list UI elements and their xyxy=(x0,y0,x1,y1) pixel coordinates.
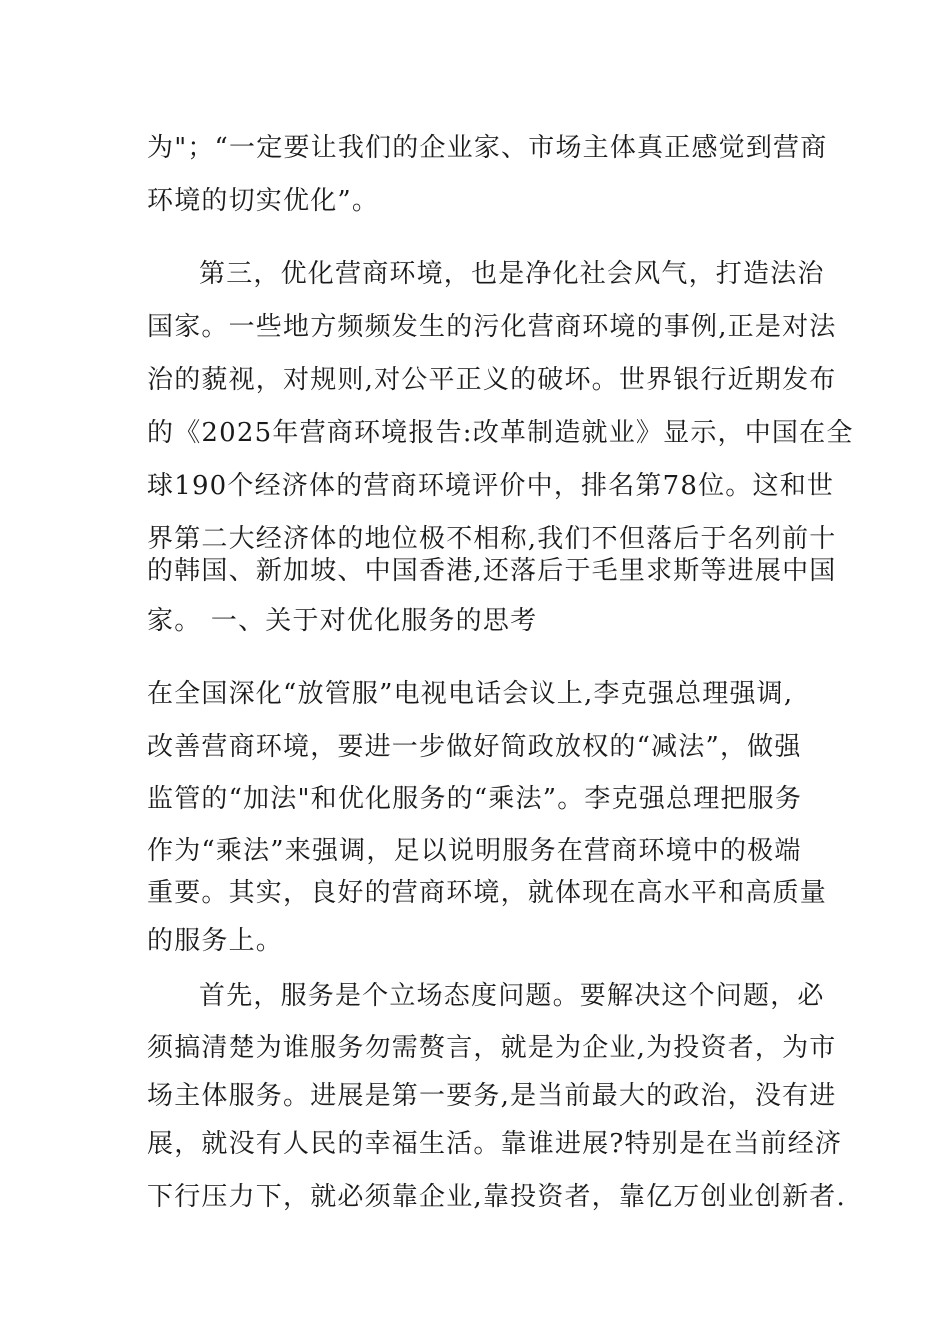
text-line: 改善营商环境，要进一步做好简政放权的“减法”，做强 xyxy=(147,732,802,762)
text-line: 的服务上。 xyxy=(147,926,284,956)
text-line: 重要。其实，良好的营商环境，就体现在高水平和高质量 xyxy=(147,878,828,908)
text-line: 的韩国、新加坡、中国香港,还落后于毛里求斯等进展中国 xyxy=(147,556,837,586)
text-line: 的《2025年营商环境报告:改革制造就业》显示，中国在全 xyxy=(147,418,854,448)
text-line: 国家。一些地方频频发生的污化营商环境的事例,正是对法 xyxy=(147,312,837,342)
text-line: 须搞清楚为谁服务勿需赘言，就是为企业,为投资者，为市 xyxy=(147,1033,837,1063)
text-line: 球190个经济体的营商环境评价中，排名第78位。这和世 xyxy=(147,471,835,501)
text-line: 环境的切实优化”。 xyxy=(147,186,380,216)
text-line: 作为“乘法”来强调，足以说明服务在营商环境中的极端 xyxy=(147,836,802,866)
text-line: 展，就没有人民的幸福生活。靠谁进展?特别是在当前经济 xyxy=(147,1129,843,1159)
text-line: 场主体服务。进展是第一要务,是当前最大的政治，没有进 xyxy=(147,1081,837,1111)
paragraph-first-line: 首先，服务是个立场态度问题。要解决这个问题，必 xyxy=(199,981,825,1011)
paragraph-first-line: 第三，优化营商环境，也是净化社会风气，打造法治 xyxy=(199,259,825,289)
text-line: 下行压力下，就必须靠企业,靠投资者，靠亿万创业创新者. xyxy=(147,1182,846,1212)
text-line: 监管的“加法"和优化服务的“乘法”。李克强总理把服务 xyxy=(147,784,803,814)
section-heading-line: 家。 一、关于对优化服务的思考 xyxy=(147,606,538,636)
paragraph-first-line: 在全国深化“放管服”电视电话会议上,李克强总理强调, xyxy=(147,679,794,709)
text-line: 治的藐视，对规则,对公平正义的破坏。世界银行近期发布 xyxy=(147,365,837,395)
text-line: 界第二大经济体的地位极不相称,我们不但落后于名列前十 xyxy=(147,524,837,554)
text-line: 为"；“一定要让我们的企业家、市场主体真正感觉到营商 xyxy=(147,133,828,163)
